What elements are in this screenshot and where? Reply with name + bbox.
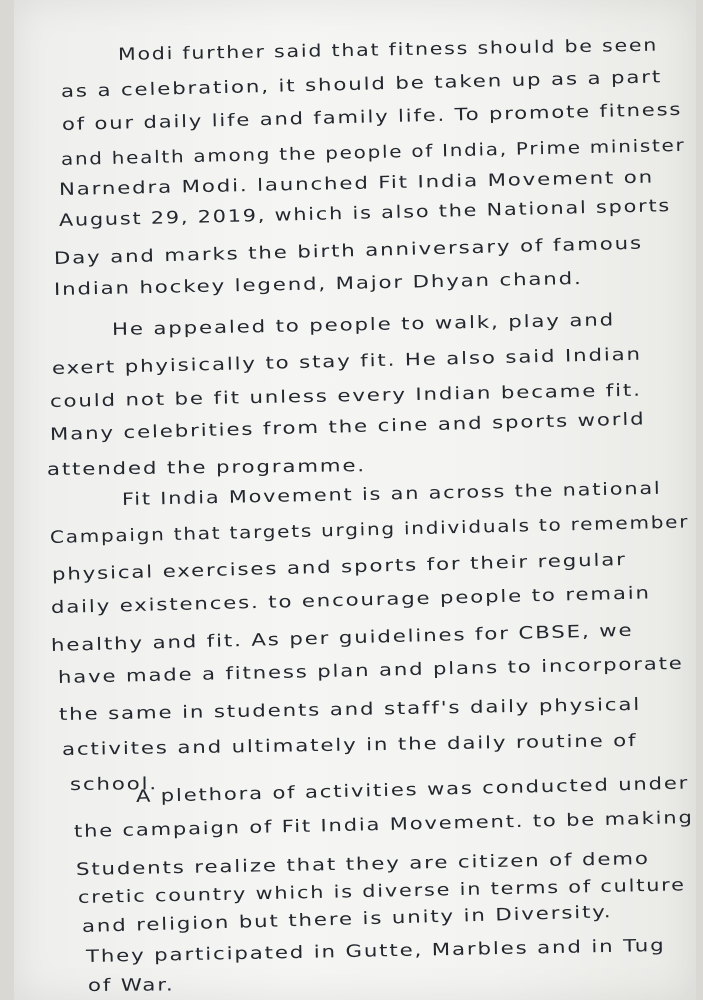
text-line: They participated in Gutte, Marbles and in Tug xyxy=(85,935,666,967)
text-line: activites and ultimately in the daily routine of xyxy=(61,730,638,760)
text-line: Day and marks the birth anniversary of famous xyxy=(53,233,644,269)
text-line: He appealed to people to walk, play and xyxy=(111,310,616,340)
text-line: Many celebrities from the cine and sports world xyxy=(49,409,646,445)
text-line: Indian hockey legend, Major Dhyan chand. xyxy=(53,268,583,300)
notebook-page xyxy=(14,0,696,1000)
text-line: have made a fitness plan and plans to incorporate xyxy=(57,653,684,688)
text-line: August 29, 2019, which is also the National sports xyxy=(58,196,672,231)
text-line: Students realize that they are citizen of demo xyxy=(75,848,650,880)
text-line: and health among the people of India, Prime minister xyxy=(60,135,686,170)
text-line: Modi further said that fitness should be seen xyxy=(117,35,659,65)
text-line: healthy and fit. As per guidelines for CBSE, we xyxy=(50,620,634,656)
text-line: the same in students and staff's daily physical xyxy=(58,694,642,725)
text-line: of our daily life and family life. To promote fitness xyxy=(61,99,683,135)
text-line: A plethora of activities was conducted under xyxy=(135,773,690,807)
text-line: cretic country which is diverse in terms of culture xyxy=(77,875,686,908)
text-line: Narnedra Modi. launched Fit India Movement on xyxy=(58,167,655,200)
text-line: daily existences. to encourage people to remain xyxy=(50,583,652,618)
text-line: of War. xyxy=(87,975,175,996)
text-line: school. xyxy=(69,774,159,795)
text-line: Fit India Movement is an across the national xyxy=(121,478,662,510)
text-line: physical exercises and sports for their regular xyxy=(51,549,627,585)
text-line: attended the programme. xyxy=(46,456,367,480)
text-line: exert phyisically to stay fit. He also said Indian xyxy=(51,344,643,379)
text-line: and religion but there is unity in Diversity. xyxy=(81,902,613,937)
text-line: Campaign that targets urging individuals to remember xyxy=(49,512,690,548)
text-line: could not be fit unless every Indian became fit. xyxy=(49,380,642,412)
text-line: the campaign of Fit India Movement. to be making xyxy=(73,807,694,842)
text-line: as a celebration, it should be taken up as a part xyxy=(60,67,663,102)
